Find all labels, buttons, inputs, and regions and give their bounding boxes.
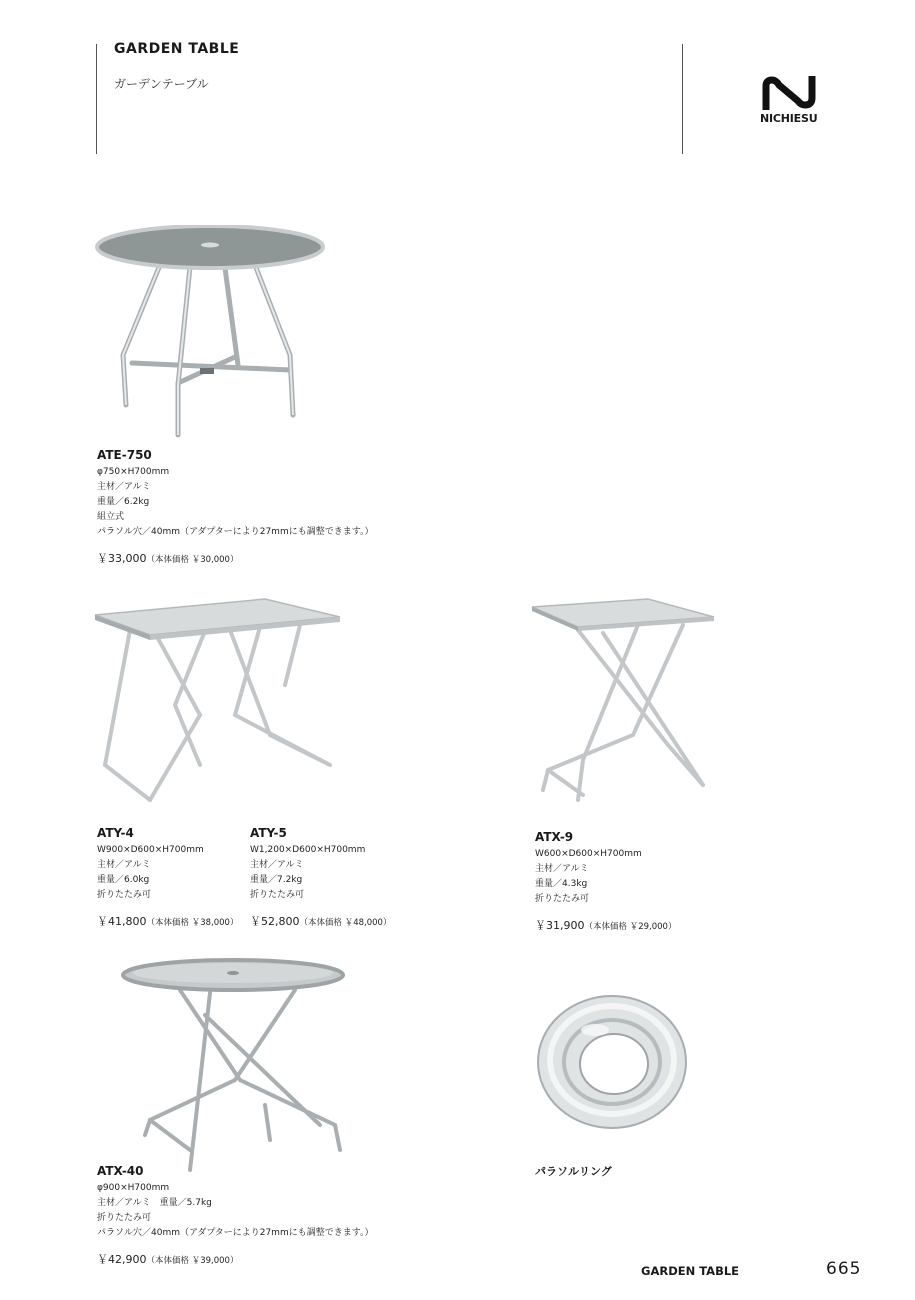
- price-note: （本体価格 ￥38,000）: [146, 918, 239, 928]
- product-atx-9: [535, 830, 676, 933]
- page-subtitle: ガーデンテーブル: [114, 77, 209, 91]
- folding-square-table-image: [528, 595, 718, 810]
- round-table-image: [90, 225, 330, 440]
- price-value: ￥31,900: [535, 919, 585, 932]
- product-spec: 主材／アルミ: [250, 860, 304, 870]
- footer-title: GARDEN TABLE: [641, 1264, 740, 1278]
- product-aty-4: [97, 826, 238, 929]
- product-aty-5: [250, 826, 391, 929]
- product-price: [97, 1251, 374, 1267]
- product-price: [250, 913, 391, 929]
- product-spec: 折りたたみ可: [97, 890, 152, 900]
- price-note: （本体価格 ￥29,000）: [584, 922, 677, 932]
- price-note: （本体価格 ￥30,000）: [146, 555, 239, 565]
- product-spec: φ900×H700mm: [97, 1183, 170, 1193]
- product-spec: 組立式: [97, 512, 125, 522]
- folding-rect-table-image: [90, 595, 345, 810]
- product-spec: 主材／アルミ: [97, 482, 151, 492]
- product-spec: 主材／アルミ: [97, 860, 151, 870]
- product-spec: 重量／4.3kg: [535, 879, 588, 889]
- product-spec: 主材／アルミ 重量／5.7kg: [97, 1198, 212, 1208]
- product-price: [535, 917, 676, 933]
- product-parasol-ring: [535, 1163, 612, 1182]
- product-spec: 折りたたみ可: [97, 1213, 152, 1223]
- product-code: ATE-750: [97, 448, 152, 462]
- product-spec: 主材／アルミ: [535, 864, 589, 874]
- page-number: 665: [826, 1259, 862, 1279]
- product-spec: 重量／6.2kg: [97, 497, 150, 507]
- product-ate-750: [97, 448, 374, 566]
- product-spec: W900×D600×H700mm: [97, 845, 204, 855]
- price-note: （本体価格 ￥39,000）: [146, 1256, 239, 1266]
- parasol-ring-image: [535, 990, 690, 1130]
- page-title: GARDEN TABLE: [114, 41, 240, 57]
- product-atx-40: [97, 1164, 374, 1267]
- header-left-rule: [96, 44, 97, 154]
- product-price: [97, 913, 238, 929]
- product-code: ATY-4: [97, 826, 134, 840]
- product-price: [97, 550, 374, 566]
- product-spec: 重量／7.2kg: [250, 875, 303, 885]
- price-value: ￥33,000: [97, 552, 147, 565]
- folding-round-table-image: [115, 955, 355, 1175]
- header-right-rule: [682, 44, 683, 154]
- product-spec: W600×D600×H700mm: [535, 849, 642, 859]
- brand-n-mark-icon: [760, 76, 830, 110]
- product-code: ATX-40: [97, 1164, 144, 1178]
- price-note: （本体価格 ￥48,000）: [299, 918, 392, 928]
- product-spec: パラソル穴／40mm（アダプターにより27mmにも調整できます。）: [97, 1228, 374, 1238]
- product-spec: 折りたたみ可: [250, 890, 305, 900]
- brand-logo: [760, 76, 830, 125]
- price-value: ￥42,900: [97, 1253, 147, 1266]
- price-value: ￥52,800: [250, 915, 300, 928]
- product-spec: W1,200×D600×H700mm: [250, 845, 366, 855]
- brand-name: NICHIESU: [760, 112, 818, 125]
- product-spec: パラソル穴／40mm（アダプターにより27mmにも調整できます。）: [97, 527, 374, 537]
- price-value: ￥41,800: [97, 915, 147, 928]
- product-code: ATX-9: [535, 830, 574, 844]
- product-code: ATY-5: [250, 826, 287, 840]
- product-spec: φ750×H700mm: [97, 467, 170, 477]
- product-spec: 折りたたみ可: [535, 894, 590, 904]
- product-spec: 重量／6.0kg: [97, 875, 150, 885]
- product-code: パラソルリング: [535, 1165, 612, 1178]
